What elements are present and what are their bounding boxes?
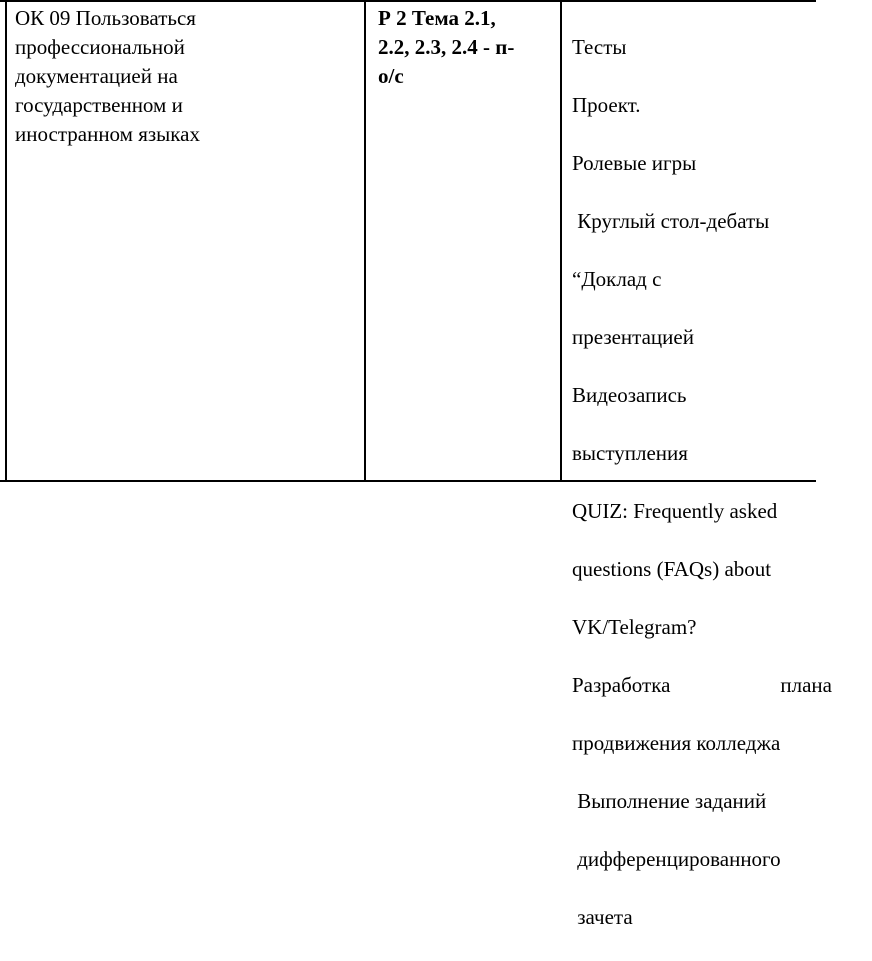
column-divider-1 [364,0,366,482]
activity-line: Проект. [572,93,641,117]
activity-line: дифференцированного [572,847,781,871]
topic-cell: Р 2 Тема 2.1, 2.2, 2.3, 2.4 - п- о/с [378,6,515,88]
table-left-border [5,0,7,482]
activity-line: Видеозапись [572,383,687,407]
activities-cell [572,4,872,961]
justified-word-left: Разработка [572,673,671,697]
activity-line: Круглый стол-дебаты [572,209,770,233]
activity-line: выступления [572,441,688,465]
table-top-border [0,0,816,2]
column-divider-2 [560,0,562,482]
activity-line: “Доклад с [572,267,662,291]
activity-line: Ролевые игры [572,151,697,175]
activity-line: продвижения колледжа [572,731,781,755]
competency-cell: ОК 09 Пользоваться профессиональной документацией на государственном и иностранном языках [15,6,200,146]
activity-line: зачета [572,905,633,929]
activity-line: VK/Telegram? [572,615,697,639]
activity-justified-line [572,671,832,700]
activity-line: QUIZ: Frequently asked [572,499,778,523]
activity-line: Выполнение заданий [572,789,767,813]
activity-line: презентацией [572,325,694,349]
justified-word-right: плана [780,673,832,697]
activity-line: questions (FAQs) about [572,557,772,581]
activity-line: Тесты [572,35,627,59]
